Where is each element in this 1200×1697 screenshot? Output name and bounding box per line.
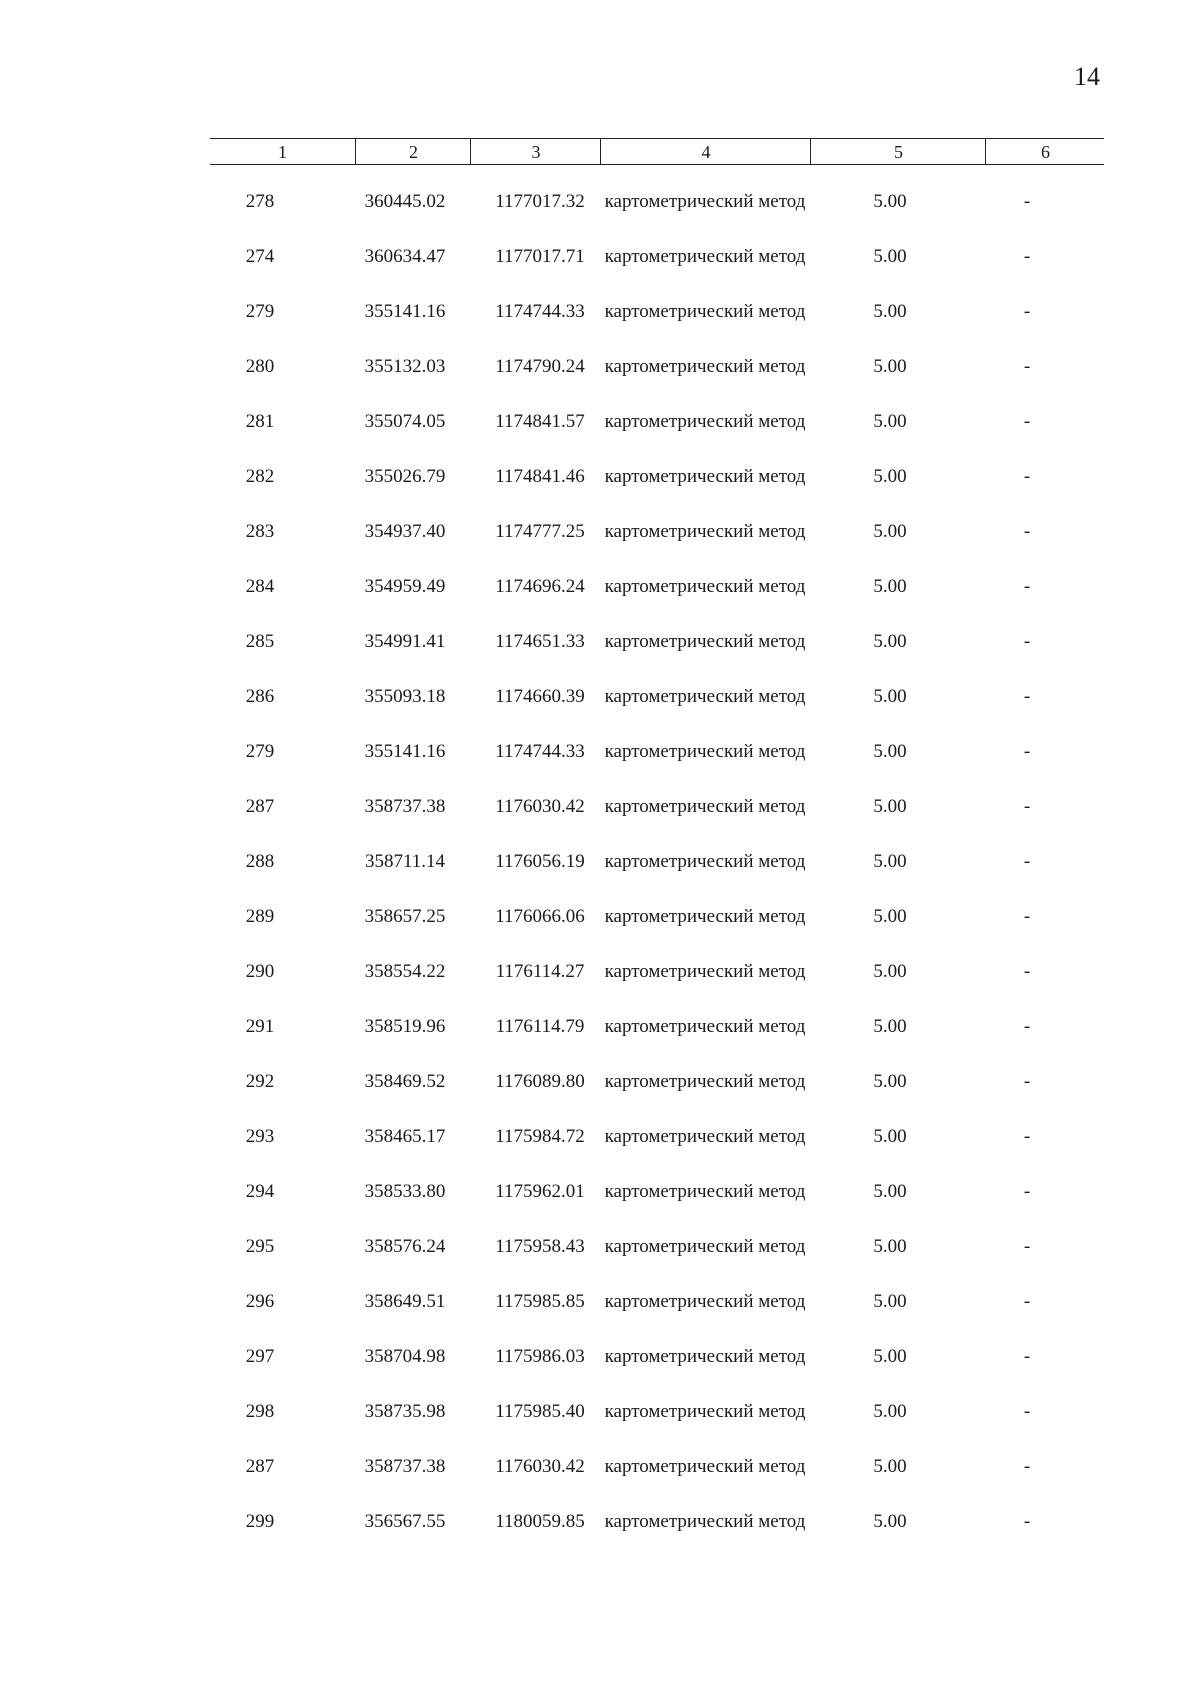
cell-accuracy: 5.00 [873, 466, 907, 487]
cell-coord-y: 1174696.24 [495, 576, 585, 597]
cell-method: картометрический метод [604, 356, 806, 377]
cell-note: - [1023, 631, 1031, 652]
cell-accuracy: 5.00 [873, 1126, 907, 1147]
cell-note: - [1023, 796, 1031, 817]
page-number: 14 [1074, 62, 1100, 91]
table-row [210, 961, 1104, 1016]
cell-coord-x: 355132.03 [364, 356, 446, 377]
cell-note: - [1023, 576, 1031, 597]
cell-note: - [1023, 301, 1031, 322]
table-row [210, 1291, 1104, 1346]
table-row [210, 1181, 1104, 1236]
cell-point-number: 284 [245, 576, 275, 597]
cell-point-number: 299 [245, 1511, 275, 1532]
cell-point-number: 298 [245, 1401, 275, 1422]
cell-accuracy: 5.00 [873, 246, 907, 267]
cell-point-number: 282 [245, 466, 275, 487]
cell-coord-x: 355093.18 [364, 686, 446, 707]
cell-coord-x: 358533.80 [364, 1181, 446, 1202]
header-cell-1: 1 [278, 142, 287, 162]
cell-note: - [1023, 466, 1031, 487]
cell-coord-x: 355141.16 [364, 301, 446, 322]
cell-method: картометрический метод [604, 1071, 806, 1092]
cell-method: картометрический метод [604, 411, 806, 432]
cell-point-number: 279 [245, 301, 275, 322]
cell-accuracy: 5.00 [873, 796, 907, 817]
cell-coord-x: 358465.17 [364, 1126, 446, 1147]
cell-method: картометрический метод [604, 796, 806, 817]
cell-note: - [1023, 191, 1031, 212]
cell-coord-y: 1174841.46 [495, 466, 585, 487]
cell-point-number: 285 [245, 631, 275, 652]
table-row [210, 906, 1104, 961]
header-cell-3: 3 [470, 139, 601, 164]
table-row [210, 1401, 1104, 1456]
cell-coord-x: 354991.41 [364, 631, 446, 652]
cell-accuracy: 5.00 [873, 1346, 907, 1367]
cell-point-number: 283 [245, 521, 275, 542]
cell-coord-y: 1174790.24 [495, 356, 585, 377]
cell-note: - [1023, 411, 1031, 432]
header-cell-2: 2 [355, 139, 471, 164]
cell-method: картометрический метод [604, 191, 806, 212]
cell-coord-x: 354937.40 [364, 521, 446, 542]
cell-accuracy: 5.00 [873, 741, 907, 762]
table-row [210, 1346, 1104, 1401]
cell-note: - [1023, 1071, 1031, 1092]
cell-note: - [1023, 1016, 1031, 1037]
cell-point-number: 286 [245, 686, 275, 707]
cell-coord-x: 358576.24 [364, 1236, 446, 1257]
cell-point-number: 279 [245, 741, 275, 762]
table-row [210, 796, 1104, 851]
table-row [210, 521, 1104, 576]
cell-method: картометрический метод [604, 961, 806, 982]
cell-method: картометрический метод [604, 1236, 806, 1257]
cell-accuracy: 5.00 [873, 521, 907, 542]
cell-coord-y: 1174744.33 [495, 301, 585, 322]
cell-coord-y: 1176089.80 [495, 1071, 585, 1092]
table-row [210, 466, 1104, 521]
cell-note: - [1023, 246, 1031, 267]
table-row [210, 741, 1104, 796]
cell-coord-y: 1174660.39 [495, 686, 585, 707]
cell-accuracy: 5.00 [873, 356, 907, 377]
cell-accuracy: 5.00 [873, 301, 907, 322]
cell-note: - [1023, 356, 1031, 377]
cell-accuracy: 5.00 [873, 1291, 907, 1312]
cell-note: - [1023, 1236, 1031, 1257]
cell-coord-x: 356567.55 [364, 1511, 446, 1532]
cell-coord-y: 1176056.19 [495, 851, 585, 872]
header-cell-5: 5 [810, 139, 986, 164]
table-row [210, 356, 1104, 411]
cell-method: картометрический метод [604, 521, 806, 542]
table-row [210, 411, 1104, 466]
cell-accuracy: 5.00 [873, 1456, 907, 1477]
cell-coord-y: 1174777.25 [495, 521, 585, 542]
cell-accuracy: 5.00 [873, 1181, 907, 1202]
cell-accuracy: 5.00 [873, 1511, 907, 1532]
cell-point-number: 287 [245, 796, 275, 817]
cell-coord-y: 1176030.42 [495, 1456, 585, 1477]
cell-coord-x: 358711.14 [364, 851, 446, 872]
cell-coord-y: 1175985.85 [495, 1291, 585, 1312]
cell-method: картометрический метод [604, 246, 806, 267]
cell-note: - [1023, 851, 1031, 872]
cell-accuracy: 5.00 [873, 906, 907, 927]
cell-note: - [1023, 1401, 1031, 1422]
cell-coord-x: 355141.16 [364, 741, 446, 762]
cell-method: картометрический метод [604, 1346, 806, 1367]
cell-coord-y: 1175958.43 [495, 1236, 585, 1257]
table-row [210, 1126, 1104, 1181]
cell-method: картометрический метод [604, 301, 806, 322]
cell-method: картометрический метод [604, 1291, 806, 1312]
table-row [210, 1511, 1104, 1566]
cell-method: картометрический метод [604, 1511, 806, 1532]
cell-note: - [1023, 1291, 1031, 1312]
cell-point-number: 295 [245, 1236, 275, 1257]
cell-point-number: 297 [245, 1346, 275, 1367]
cell-method: картометрический метод [604, 1401, 806, 1422]
cell-method: картометрический метод [604, 631, 806, 652]
cell-method: картометрический метод [604, 1456, 806, 1477]
cell-method: картометрический метод [604, 466, 806, 487]
cell-note: - [1023, 961, 1031, 982]
cell-coord-y: 1175986.03 [495, 1346, 585, 1367]
cell-point-number: 274 [245, 246, 275, 267]
cell-point-number: 294 [245, 1181, 275, 1202]
cell-coord-x: 354959.49 [364, 576, 446, 597]
cell-coord-x: 358737.38 [364, 1456, 446, 1477]
cell-point-number: 280 [245, 356, 275, 377]
cell-accuracy: 5.00 [873, 1236, 907, 1257]
cell-coord-y: 1175984.72 [495, 1126, 585, 1147]
cell-note: - [1023, 1126, 1031, 1147]
cell-accuracy: 5.00 [873, 576, 907, 597]
cell-point-number: 281 [245, 411, 275, 432]
cell-note: - [1023, 1181, 1031, 1202]
cell-coord-y: 1174651.33 [495, 631, 585, 652]
cell-coord-x: 358735.98 [364, 1401, 446, 1422]
cell-note: - [1023, 1346, 1031, 1367]
cell-point-number: 293 [245, 1126, 275, 1147]
cell-accuracy: 5.00 [873, 961, 907, 982]
table-row [210, 246, 1104, 301]
cell-coord-x: 360634.47 [364, 246, 446, 267]
cell-coord-x: 358649.51 [364, 1291, 446, 1312]
header-cell-4: 4 [600, 139, 811, 164]
cell-method: картометрический метод [604, 851, 806, 872]
cell-point-number: 290 [245, 961, 275, 982]
table-row [210, 631, 1104, 686]
table-row [210, 1456, 1104, 1511]
table-row [210, 1236, 1104, 1291]
cell-coord-x: 355074.05 [364, 411, 446, 432]
cell-coord-x: 358737.38 [364, 796, 446, 817]
cell-coord-y: 1176114.79 [495, 1016, 585, 1037]
cell-note: - [1023, 906, 1031, 927]
cell-note: - [1023, 741, 1031, 762]
cell-coord-y: 1176066.06 [495, 906, 585, 927]
cell-accuracy: 5.00 [873, 631, 907, 652]
cell-method: картометрический метод [604, 576, 806, 597]
cell-point-number: 291 [245, 1016, 275, 1037]
cell-point-number: 289 [245, 906, 275, 927]
cell-accuracy: 5.00 [873, 191, 907, 212]
table-row [210, 576, 1104, 631]
cell-coord-y: 1176114.27 [495, 961, 585, 982]
table-row [210, 301, 1104, 356]
cell-method: картометрический метод [604, 1181, 806, 1202]
cell-accuracy: 5.00 [873, 851, 907, 872]
cell-accuracy: 5.00 [873, 1071, 907, 1092]
cell-accuracy: 5.00 [873, 1401, 907, 1422]
cell-coord-y: 1174841.57 [495, 411, 585, 432]
cell-method: картометрический метод [604, 906, 806, 927]
cell-coord-y: 1176030.42 [495, 796, 585, 817]
cell-point-number: 296 [245, 1291, 275, 1312]
table-row [210, 851, 1104, 906]
cell-coord-x: 358657.25 [364, 906, 446, 927]
cell-coord-y: 1175962.01 [495, 1181, 585, 1202]
cell-point-number: 292 [245, 1071, 275, 1092]
cell-coord-x: 358519.96 [364, 1016, 446, 1037]
cell-coord-y: 1175985.40 [495, 1401, 585, 1422]
cell-coord-x: 360445.02 [364, 191, 446, 212]
cell-method: картометрический метод [604, 1126, 806, 1147]
cell-coord-y: 1180059.85 [495, 1511, 585, 1532]
cell-method: картометрический метод [604, 741, 806, 762]
cell-coord-x: 358554.22 [364, 961, 446, 982]
header-cell-6: 6 [985, 139, 1105, 164]
cell-note: - [1023, 1511, 1031, 1532]
cell-coord-x: 355026.79 [364, 466, 446, 487]
cell-point-number: 278 [245, 191, 275, 212]
cell-accuracy: 5.00 [873, 1016, 907, 1037]
cell-note: - [1023, 1456, 1031, 1477]
table-body [210, 191, 1104, 1566]
cell-coord-x: 358704.98 [364, 1346, 446, 1367]
table-header [210, 138, 1104, 165]
table-row [210, 686, 1104, 741]
cell-point-number: 287 [245, 1456, 275, 1477]
cell-coord-y: 1177017.32 [495, 191, 585, 212]
cell-accuracy: 5.00 [873, 686, 907, 707]
cell-note: - [1023, 521, 1031, 542]
table-row [210, 1016, 1104, 1071]
table-row [210, 191, 1104, 246]
cell-accuracy: 5.00 [873, 411, 907, 432]
cell-coord-y: 1177017.71 [495, 246, 585, 267]
cell-coord-x: 358469.52 [364, 1071, 446, 1092]
cell-method: картометрический метод [604, 686, 806, 707]
cell-coord-y: 1174744.33 [495, 741, 585, 762]
cell-method: картометрический метод [604, 1016, 806, 1037]
cell-note: - [1023, 686, 1031, 707]
table-row [210, 1071, 1104, 1126]
cell-point-number: 288 [245, 851, 275, 872]
